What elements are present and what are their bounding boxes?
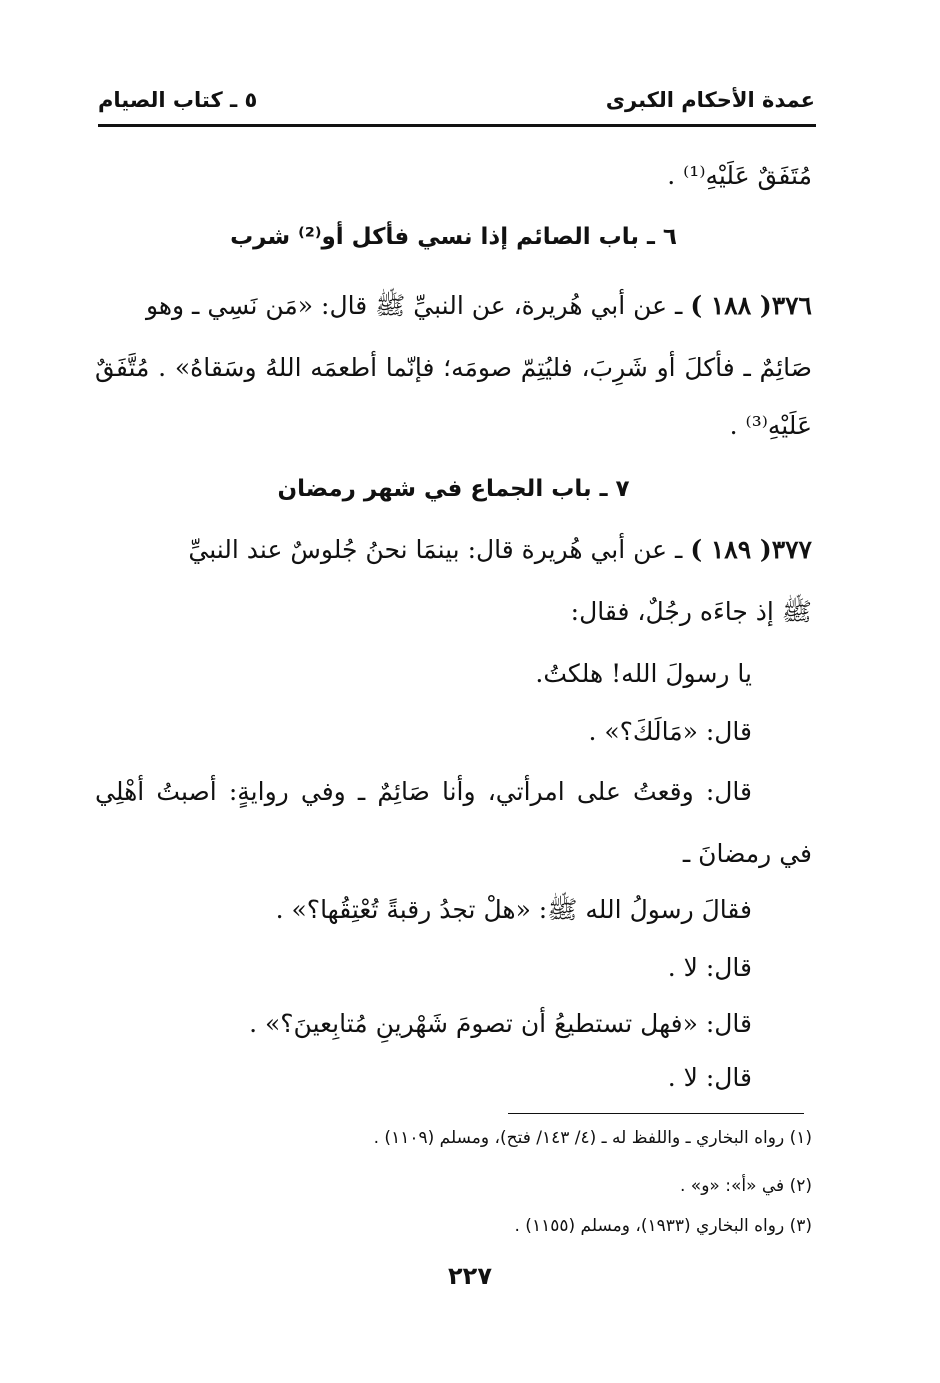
book-title: عمدة الأحكام الكبرى — [605, 88, 815, 112]
hadith-377-line-5: قال: وقعتُ على امرأتي، وأنا صَائِمٌ ـ وفي روايةٍ: أصبتُ أهْلِي — [95, 777, 752, 806]
footnote-2: (٢) في «أ»: «و» . — [680, 1176, 812, 1196]
hadith-377-line-8: قال: لا . — [667, 953, 752, 982]
section-heading-7: ٧ ـ باب الجماع في شهر رمضان — [277, 476, 630, 502]
hadith-376-line-3: عَلَيْهِ⁽³⁾ . — [729, 411, 812, 440]
hadith-376-line-2: صَائِمٌ ـ فأكلَ أو شَرِبَ، فليُتِمّ صومَه؛ فإنّما أطعمَه اللهُ وسَقاهُ» . مُتَّفَقٌ — [95, 353, 812, 382]
footnote-1: (١) رواه البخاري ـ واللفظ له ـ (٤/ ١٤٣/ فتح)، ومسلم (١١٠٩) . — [373, 1128, 812, 1148]
hadith-376-line-1 — [95, 290, 812, 323]
header-rule — [98, 124, 816, 127]
hadith-377-line-1 — [95, 534, 812, 567]
page-number: ٢٢٧ — [448, 1262, 492, 1290]
hadith-377-line-10: قال: لا . — [667, 1063, 752, 1092]
section-heading-6: ٦ ـ باب الصائم إذا نسي فأكل أو⁽²⁾ شرب — [230, 224, 677, 250]
hadith-377-line-3: يا رسولَ الله! هلكتُ. — [535, 659, 752, 688]
hadith-376-text-1: ـ عن أبي هُريرة، عن النبيِّ ﷺ قال: «مَن نَسِي ـ وهو — [145, 291, 691, 320]
hadith-number-377: ٣٧٧( ١٨٩ ) — [690, 535, 812, 564]
hadith-377-line-4: قال: «مَالَكَ؟» . — [588, 717, 752, 746]
hadith-377-line-6: في رمضانَ ـ — [682, 839, 812, 868]
text-line: مُتَفَقٌ عَلَيْهِ⁽¹⁾ . — [667, 161, 812, 190]
running-header — [98, 88, 815, 122]
footnote-rule — [508, 1113, 804, 1114]
hadith-377-line-7: فقالَ رسولُ الله ﷺ: «هلْ تجدُ رقبةً تُعْتِقُها؟» . — [275, 895, 752, 924]
hadith-377-line-2: ﷺ إذ جاءَه رجُلٌ، فقال: — [570, 597, 812, 626]
chapter-title: ٥ ـ كتاب الصيام — [98, 88, 258, 112]
hadith-377-text-1: ـ عن أبي هُريرة قال: بينمَا نحنُ جُلوسٌ عند النبيِّ — [188, 535, 691, 564]
footnote-3: (٣) رواه البخاري (١٩٣٣)، ومسلم (١١٥٥) . — [514, 1216, 812, 1236]
hadith-377-line-9: قال: «فهل تستطيعُ أن تصومَ شَهْرينِ مُتابِعينَ؟» . — [249, 1009, 752, 1038]
hadith-number-376: ٣٧٦( ١٨٨ ) — [690, 291, 812, 320]
